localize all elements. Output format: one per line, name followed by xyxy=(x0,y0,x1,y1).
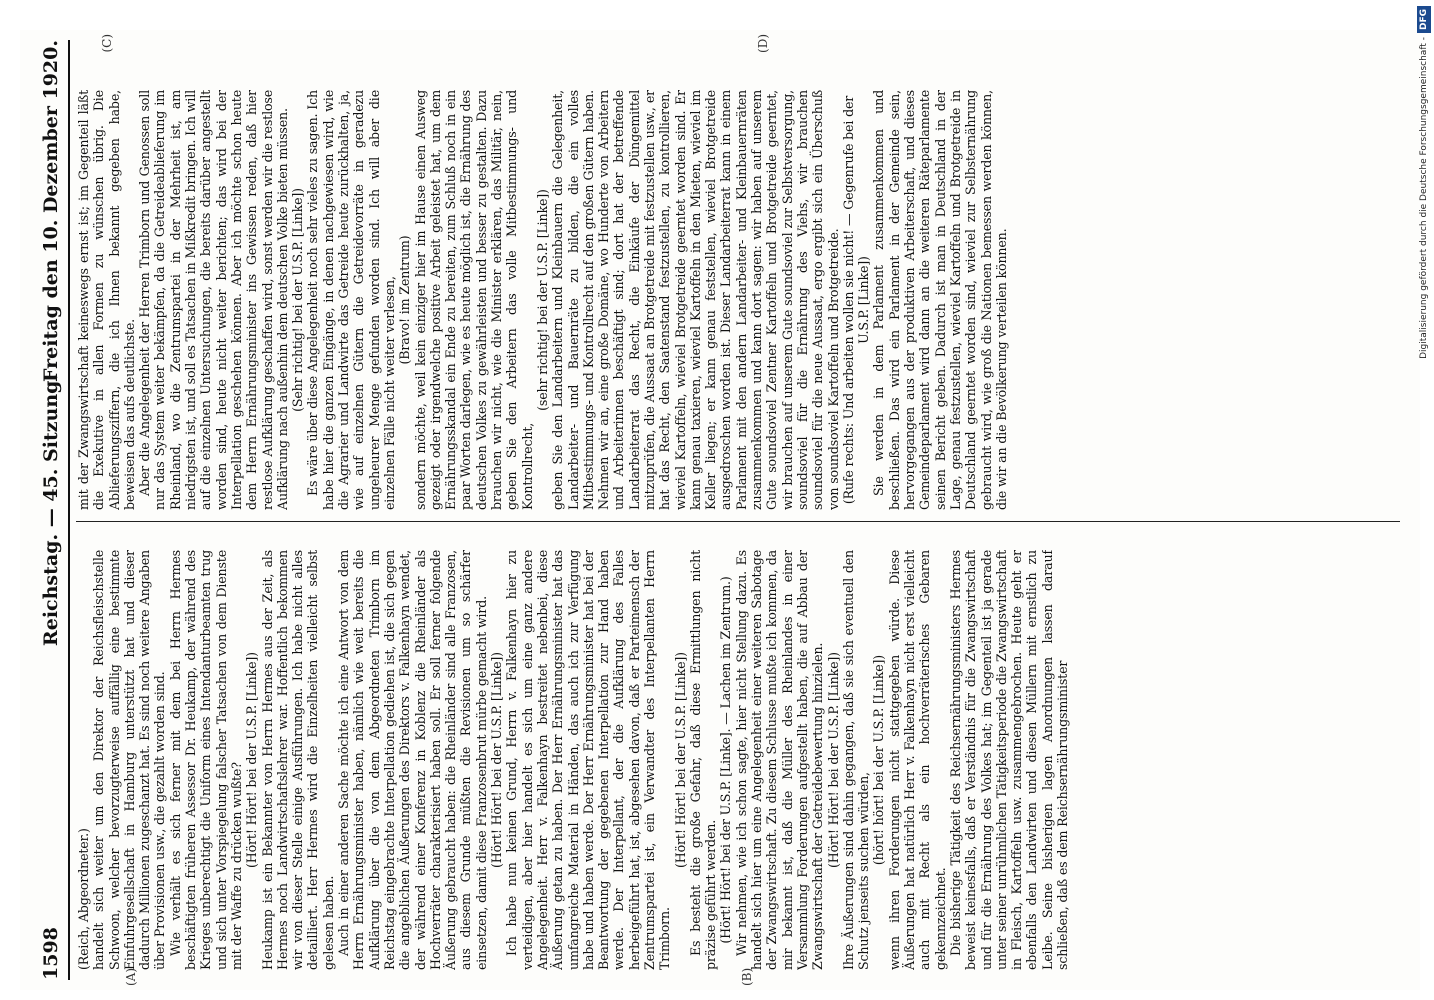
left-text-column xyxy=(76,550,1400,970)
interjection: (Sehr richtig! bei der U.S.P. [Linke]) xyxy=(290,188,306,412)
session-date: Freitag den 10. Dezember 1920. xyxy=(40,40,62,382)
interjection: (sehr richtig! bei der U.S.P. [Linke]) xyxy=(534,189,550,411)
paragraph: wenn ihren Forderungen nicht stattgegeben würde. Diese Äußerungen hat natürlich Herr v. Falkenhayn nicht erst vielleicht auch mit Recht als ein hochverräterisches Gebaren gekennzeichnet. xyxy=(886,550,948,970)
paragraph: handelt sich weiter um den Direktor der Reichsfleischstelle Schwoon, welcher bevorzugterweise auffällig eine bestimmte Einfuhrgesellschaft in Hamburg unterstützt hat und dieser dadurch Millionen zugeschanzt hat. Es sind noch weitere Angaben über Provisionen usw., die gezahlt worden sind. xyxy=(91,550,168,970)
paragraph: Sie werden in dem Parlament zusammenkommen und beschließen. Das wird ein Parlament in der Gemeinde sein, hervorgegangen aus der produktiven Arbeiterschaft, und dieses Gemeindeparlament wird dann an die weiteren Räteparlamente seinen Bericht geben. Dadurch ist man in Deutschland in der Lage, genau festzustellen, wieviel Kartoffeln und Brotgetreide in Deutschland geerntet worden sind, wieviel zur Selbsternährung gebraucht wird, wie groß die Nationen bemessen werden können, die wir an die Bevölkerung verteilen können. xyxy=(871,90,1009,510)
session-title: Reichstag. — 45. Sitzung. xyxy=(40,373,62,647)
interjection: (Hört! Hört! bei der U.S.P. [Linke]) xyxy=(489,652,505,868)
interjection: (Hört! Hört! bei der U.S.P. [Linke]. — Lachen im Zentrum.) xyxy=(718,576,734,944)
paragraph: Es wäre über diese Angelegenheit noch sehr vieles zu sagen. Ich habe hier die ganzen Eingänge, in denen nachgewiesen wird, wie die Agrarier und Landwirte das Getreide heute zurückhalten, ja, wie auf einzelnen Gütern die Getreidevorräte in geradezu ungeheurer Menge gefunden worden sind. Ich will aber die einzelnen Fälle nicht weiter verlesen, xyxy=(305,90,397,510)
margin-marker-b: (B) xyxy=(740,967,754,986)
paragraph: geben Sie den Landarbeitern und Kleinbauern die Gelegenheit, Landarbeiter- und Bauernräte zu bilden, die ein volles Mitbestimmungs- und Kontrollrecht auf den großen Gütern haben. Nehmen wir an, eine große Domäne, wo Hunderte von Arbeitern und Arbeiterinnen beschäftigt sind; dort hat der betreffende Landarbeiterrat das Recht, die Einkäufe der Düngemittel mitzuprüfen, die Aussaat an Brotgetreide mit festzustellen usw., er hat das Recht, den Saatenstand festzustellen, zu kontrollieren, wieviel Kartoffeln, wieviel Brotgetreide geerntet worden sind. Er kann genau taxieren, wieviel Kartoffeln in den Mieten, wieviel im Keller liegen; er kann genau feststellen, wieviel Brotgetreide ausgedroschen worden ist. Dieser Landarbeiterrat kann in einem Parlament mit den andern Landarbeiter- und Kleinbauernräten zusammenkommen und kann dort sagen: wir haben auf unserem Gute soundsoviel Zentner Kartoffeln und Brotgetreide geerntet, wir brauchen auf unserem Gute soundsoviel zur Selbstversorgung, soundsoviel für die Ernährung des Viehs, wir brauchen soundsoviel für die neue Aussaat, ergo ergibt sich ein Überschuß von soundsoviel Kartoffeln und Brotgetreide. xyxy=(550,90,841,510)
paragraph: Ich habe nun keinen Grund, Herrn v. Falkenhayn hier zu verteidigen, aber hier handelt es sich um eine ganz andere Angelegenheit. Herr v. Falkenhayn bestreitet nebenbei, diese Äußerung getan zu haben. Der Herr Ernährungsminister hat das umfangreiche Material in Händen, das auch ich zur Verfügung habe und haben werde. Der Herr Ernährungsminister hat bei der Beantwortung der gegebenen Interpellation zur Hand haben werde. Der Interpellant, der die Aufklärung des Falles herbeigeführt hat, ist, abgesehen davon, daß er Parteimensch der Zentrumspartei ist, ein Verwandter des Interpellanten Herrn Trimborn. xyxy=(504,550,673,970)
interjection: (Rufe rechts: Und arbeiten wollen sie nicht! — Gegenrufe bei der U.S.P. [Linke]) xyxy=(840,95,872,505)
interjection: (Hört! Hört! bei der U.S.P. [Linke]) xyxy=(825,652,841,868)
margin-marker-c: (C) xyxy=(100,34,114,53)
paragraph: Ihre Äußerungen sind dahin gegangen, daß sie sich eventuell den Schutz jenseits suchen würden, xyxy=(840,550,872,970)
interjection: (hört! hört! bei der U.S.P. [Linke]) xyxy=(871,654,887,866)
paragraph: sondern möchte, weil kein einziger hier im Hause einen Ausweg gezeigt oder irgendwelche positive Arbeit geleistet hat, um dem Ernährungsskandal ein Ende zu bereiten, zum Schluß noch in ein paar Worten darlegen, wie es heute möglich ist, die Ernährung des deutschen Volkes zu gewährleisten und besser zu gestalten. Dazu brauchen wir nicht, wie die Minister erklären, das Militär, nein, geben Sie den Arbeitern das volle Mitbestimmungs- und Kontrollrecht, xyxy=(412,90,535,510)
margin-marker-d: (D) xyxy=(756,34,770,53)
paragraph: Wir nehmen, wie ich schon sagte, hier nicht Stellung dazu. Es handelt sich hier um eine Angelegenheit einer weiteren Sabotage der Zwangswirtschaft. Zu diesem Schlusse mußte ich kommen, da mir bekannt ist, daß die Müller des Rheinlandes in einer Versammlung Forderungen aufgestellt haben, die auf Abbau der Zwangswirtschaft der Getreidebewertung hinzielen. xyxy=(733,550,826,970)
column-divider xyxy=(76,521,1400,522)
right-text-column xyxy=(76,90,1400,510)
paragraph: Es besteht die große Gefahr, daß diese Ermittlungen nicht präzise geführt werden. xyxy=(687,550,719,970)
paragraph: mit der Zwangswirtschaft keineswegs ernst ist; im Gegenteil läßt die Exekutive in allen Formen zu wünschen übrig. Die Ablieferungsziffern, die ich Ihnen bekannt gegeben habe, beweisen das aufs deutlichste. xyxy=(76,90,137,510)
page-number: 1598 xyxy=(40,927,62,980)
paragraph: Heukamp ist ein Bekannter von Herrn Hermes aus der Zeit, als Hermes noch Landwirtschaftslehrer war. Hoffentlich bekommen wir von dieser Stelle einige Ausführungen. Ich habe nicht alles detailliert. Herr Hermes wird die Einzelheiten vielleicht selbst gelesen haben. xyxy=(259,550,336,970)
interjection: (Hört! Hört! bei der U.S.P. [Linke]) xyxy=(244,652,260,868)
paragraph: Auch in einer anderen Sache möchte ich eine Antwort von dem Herrn Ernährungsminister haben, nämlich wie weit bereits die Aufklärung über die von dem Abgeordneten Trimborn im Reichstag eingebrachte Interpellation gediehen ist, die sich gegen die angeblichen Äußerungen des Direktors v. Falkenhayn wendet, der während einer Konferenz in Koblenz die Rheinländer als Hochverräter charakterisiert haben soll. Er soll ferner folgende Äußerung gebraucht haben: die Rheinländer sind alle Franzosen, aus diesem Grunde müßten die Revisionen um so schärfer einsetzen, damit diese Franzosenbrut mürbe gemacht wird. xyxy=(336,550,489,970)
document-page xyxy=(20,30,1420,990)
paragraph: Aber die Angelegenheit der Herren Trimborn und Genossen soll nur das System weiter bekämpfen, da die Getreideablieferung im Rheinland, wo die Zentrumspartei in der Mehrheit ist, am niedrigsten ist, und soll es Tatsachen in Mißkredit bringen. Ich will auf die einzelnen Untersuchungen, die bereits darüber angestellt worden sind, heute nicht weiter berichten; das wird bei der Interpellation geschehen können. Aber ich möchte schon heute dem Herrn Ernährungsminister ins Gewissen reden, daß hier restlose Aufklärung geschaffen wird, sonst werden wir die restlose Aufklärung nach außenhin dem deutschen Volke bieten müssen. xyxy=(137,90,290,510)
dfg-logo: DFG xyxy=(1417,6,1431,33)
digitization-credit xyxy=(1412,6,1432,996)
paragraph: Die bisherige Tätigkeit des Reichsernährungsministers Hermes beweist keinesfalls, daß er Verständnis für die Zwangswirtschaft und für die Ernährung des Volkes hat; im Gegenteil ist ja gerade unter seiner unrühmlichen Tätigkeitsperiode die Zwangswirtschaft in Fleisch, Kartoffeln usw. zusammengebrochen. Heute geht er ebenfalls den Landwirten und diesen Müllern mit ernstlich zu Leibe. Seine bisherigen lagen Anordnungen lassen darauf schließen, daß es dem Reichsernährungsminister xyxy=(947,550,1070,970)
page-header xyxy=(34,40,70,980)
speaker-line: (Reich, Abgeordneter.) xyxy=(76,828,91,970)
credit-text: Digitalisierung gefördert durch die Deutsche Forschungsgemeinschaft - xyxy=(1419,37,1429,359)
paragraph: Wie verhält es sich ferner mit dem bei Herrn Hermes beschäftigten früheren Assessor Dr. Heukamp, der während des Krieges unberechtigt die Uniform eines Intendanturbeamten trug und sich unter Vorspiegelung falscher Tatsachen von dem Dienste mit der Waffe zu drücken wußte? xyxy=(167,550,244,970)
margin-marker-a: (A) xyxy=(124,967,138,986)
interjection: (Hört! Hört! bei der U.S.P. [Linke]) xyxy=(672,652,688,868)
interjection: (Bravo! im Zentrum) xyxy=(397,235,413,365)
